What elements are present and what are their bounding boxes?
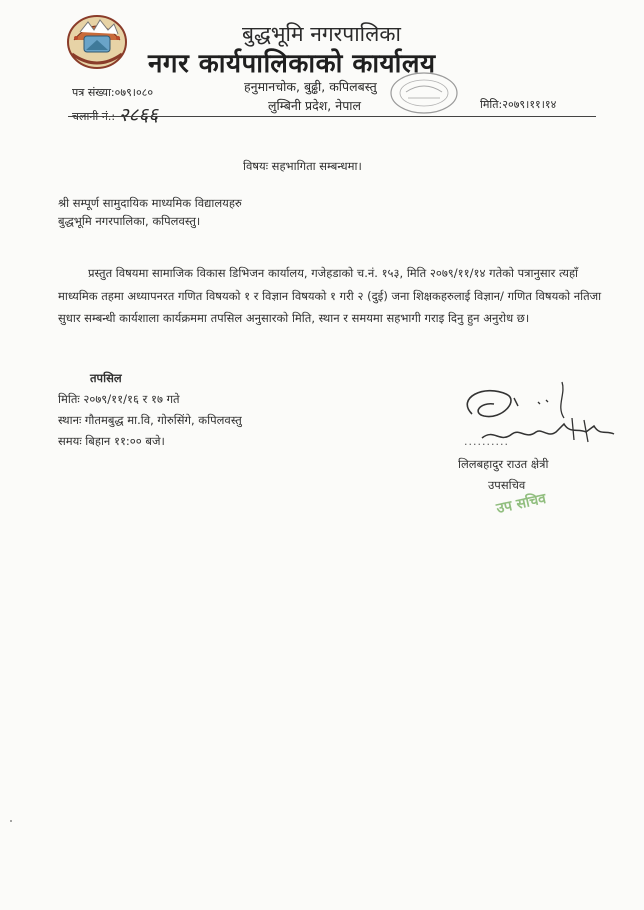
office-title: नगर कार्यपालिकाको कार्यालय bbox=[148, 49, 436, 79]
detail-date: मितिः २०७९/११/१६ र १७ गते bbox=[58, 392, 180, 406]
addressee-line1: श्री सम्पूर्ण सामुदायिक माध्यमिक विद्यालयहरु bbox=[58, 196, 242, 210]
office-address-line1: हनुमानचोक, बुढ्ढी, कपिलबस्तु bbox=[244, 79, 377, 94]
patra-sankhya-value: ०७९।०८० bbox=[114, 86, 154, 99]
addressee-line2: बुद्धभूमि नगरपालिका, कपिलवस्तु। bbox=[58, 214, 201, 228]
tapasil-heading: तपसिल bbox=[90, 371, 122, 385]
chalani-label: चलानी नं.: bbox=[72, 110, 116, 123]
page-mark bbox=[10, 820, 12, 822]
municipality-name: बुद्धभूमि नगरपालिका bbox=[242, 22, 401, 46]
designation-stamp: उप सचिव bbox=[494, 490, 548, 518]
detail-time: समयः बिहान ११:०० बजे। bbox=[58, 434, 165, 448]
signer-name: लिलबहादुर राउत क्षेत्री bbox=[458, 457, 549, 471]
office-stamp-image bbox=[388, 70, 460, 116]
signer-designation: उपसचिव bbox=[488, 478, 526, 492]
patra-sankhya-label: पत्र संख्या: bbox=[72, 86, 115, 99]
signature-line: .......... bbox=[464, 435, 509, 448]
date-value: २०७९।११।१४ bbox=[502, 98, 557, 111]
letter-subject: विषयः सहभागिता सम्बन्धमा। bbox=[243, 159, 362, 173]
date-label: मिति: bbox=[480, 98, 503, 111]
header-divider bbox=[68, 116, 596, 117]
letter-body-paragraph: प्रस्तुत विषयमा सामाजिक विकास डिभिजन कार्यालय, गजेहडाको च.नं. १५३, मिति २०७९/११/१४ गतेको पत्रानुसार त्यहाँ माध्यमिक तहमा अध्यापनरत गणित विषयको १ र विज्ञान विषयको १ गरी २ (दुई) जना शिक्षकहरुलाई विज्ञान/ गणित विषयको नतिजा सुधार सम्बन्धी कार्यशाला कार्यक्रममा तपसिल अनुसारको मिति, स्थान र समयमा सहभागी गराइ दिनु हुन अनुरोध छ। bbox=[58, 266, 602, 325]
nepal-emblem-logo bbox=[66, 10, 128, 70]
office-address-line2: लुम्बिनी प्रदेश, नेपाल bbox=[268, 98, 362, 113]
detail-place: स्थानः गौतमबुद्ध मा.वि, गोरुसिंगे, कपिलवस्तु bbox=[58, 413, 242, 427]
letter-date bbox=[480, 97, 556, 112]
chalani-number-handwritten: २८६६ bbox=[118, 104, 159, 126]
chalani-number bbox=[72, 100, 158, 126]
patra-sankhya bbox=[72, 85, 153, 100]
